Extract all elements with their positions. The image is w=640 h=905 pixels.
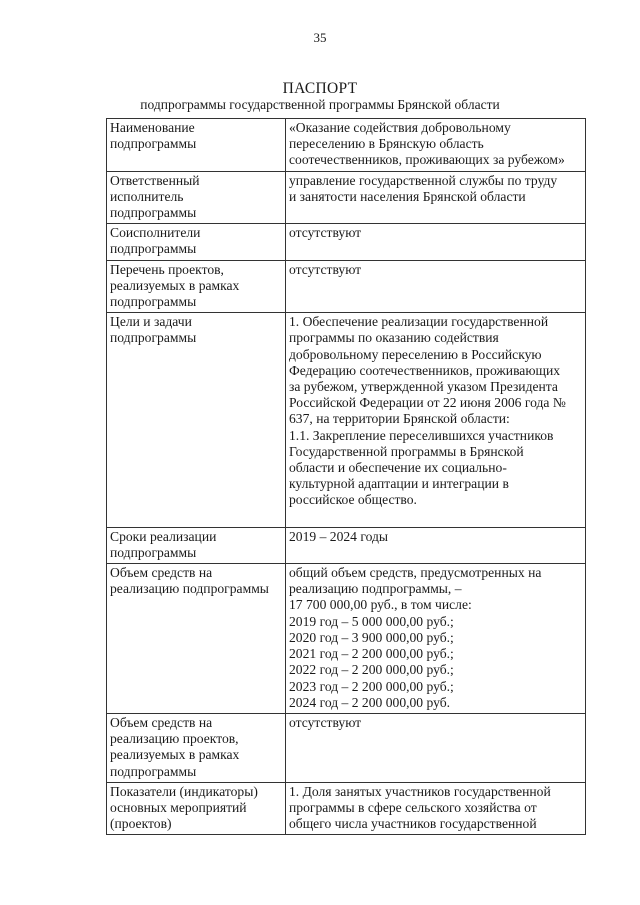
row-value-cell (286, 171, 586, 224)
passport-row (107, 564, 586, 714)
row-value-line: «Оказание содействия добровольному (289, 120, 511, 135)
row-value-line: 2020 год – 3 900 000,00 руб.; (289, 629, 454, 645)
row-label-line: Объем средств на (110, 565, 213, 581)
row-label-line: (проектов) (110, 816, 172, 832)
row-value-line: 1. Доля занятых участников государственной (289, 783, 551, 799)
row-label-line: реализацию подпрограммы (110, 581, 269, 597)
row-value-line: отсутствуют (289, 714, 362, 730)
row-value-line: 2019 – 2024 годы (289, 528, 389, 544)
row-value-line: 2023 год – 2 200 000,00 руб.; (289, 678, 454, 694)
row-value-line: и занятости населения Брянской области (289, 188, 526, 204)
row-label-line: Соисполнители (110, 225, 201, 241)
row-label-line: Сроки реализации (110, 528, 217, 544)
passport-row (107, 171, 586, 224)
row-label-line: реализацию проектов, (110, 731, 239, 747)
row-label-line: Ответственный (110, 172, 200, 188)
passport-table-body (107, 119, 586, 835)
row-value-line: 2022 год – 2 200 000,00 руб.; (289, 662, 454, 678)
row-label-line: подпрограммы (110, 136, 197, 152)
row-value-line: 2021 год – 2 200 000,00 руб.; (289, 646, 454, 662)
passport-row (107, 527, 586, 563)
row-label-line: основных мероприятий (110, 799, 247, 815)
row-value-line: 2024 год – 2 200 000,00 руб. (289, 694, 451, 710)
row-value-line: области и обеспечение их социально- (289, 460, 507, 476)
document-subtitle: подпрограммы государственной программы Брянской области (140, 97, 500, 112)
row-label-cell (107, 260, 286, 313)
row-label-cell (107, 171, 286, 224)
row-value-line: российское общество. (289, 492, 417, 508)
row-value-line: общий объем средств, предусмотренных на (289, 565, 542, 581)
passport-row (107, 313, 586, 527)
row-value-line: общего числа участников государственной (289, 816, 537, 832)
row-value-line: 1.1. Закрепление переселившихся участников (289, 427, 554, 443)
row-value-cell (286, 313, 586, 527)
row-label-line: Перечень проектов, (110, 261, 224, 277)
row-value-cell (286, 224, 586, 260)
row-value-cell (286, 527, 586, 563)
row-label-line: Цели и задачи (110, 314, 192, 330)
row-label-cell (107, 224, 286, 260)
row-label-line: Объем средств на (110, 714, 213, 730)
row-label-cell (107, 313, 286, 527)
row-value-cell (286, 119, 586, 172)
row-label-line: подпрограммы (110, 544, 197, 560)
row-value-line: программы по оказанию содействия (289, 330, 499, 346)
passport-table (106, 118, 586, 835)
row-label-line: подпрограммы (110, 763, 197, 779)
row-value-cell (286, 782, 586, 835)
row-label-line: реализуемых в рамках (110, 747, 240, 763)
row-label-cell (107, 782, 286, 835)
row-label-line: подпрограммы (110, 330, 197, 346)
row-label-cell (107, 527, 286, 563)
row-value-line: управление государственной службы по труду (289, 172, 558, 188)
page-number: 35 (313, 30, 327, 45)
passport-row (107, 782, 586, 835)
row-value-line: Российской Федерации от 22 июня 2006 года № (289, 395, 566, 411)
row-value-line: 17 700 000,00 руб., в том числе: (289, 597, 472, 613)
row-value-line: отсутствуют (289, 261, 362, 277)
row-value-line: Федерацию соотечественников, проживающих (289, 362, 561, 378)
row-label-cell (107, 713, 286, 782)
passport-row (107, 119, 586, 172)
passport-row (107, 260, 586, 313)
row-label-line: подпрограммы (110, 241, 197, 257)
row-value-line: 1. Обеспечение реализации государственной (289, 314, 549, 330)
row-label-line: подпрограммы (110, 205, 197, 221)
row-value-line: переселению в Брянскую область (289, 136, 484, 152)
row-value-line: культурной адаптации и интеграции в (289, 476, 509, 492)
row-value-line: 637, на территории Брянской области: (289, 411, 510, 427)
row-value-cell (286, 713, 586, 782)
row-value-line: отсутствуют (289, 225, 362, 241)
row-label-line: Наименование (110, 120, 195, 135)
row-value-line: программы в сфере сельского хозяйства от (289, 799, 537, 815)
row-label-cell (107, 564, 286, 714)
row-label-line: Показатели (индикаторы) (110, 783, 258, 799)
row-value-cell (286, 260, 586, 313)
row-value-line: добровольному переселению в Российскую (289, 346, 542, 362)
row-label-line: подпрограммы (110, 294, 197, 310)
row-label-cell (107, 119, 286, 172)
row-label-line: реализуемых в рамках (110, 277, 240, 293)
document-title: ПАСПОРТ (282, 80, 358, 97)
row-value-line: соотечественников, проживающих за рубежом» (289, 152, 565, 168)
row-value-cell (286, 564, 586, 714)
passport-row (107, 713, 586, 782)
passport-row (107, 224, 586, 260)
row-value-line: Государственной программы в Брянской (289, 443, 524, 459)
row-value-line: за рубежом, утвержденной указом Президента (289, 379, 558, 395)
row-label-line: исполнитель (110, 188, 184, 204)
row-value-line: 2019 год – 5 000 000,00 руб.; (289, 613, 454, 629)
row-value-line: реализацию подпрограммы, – (289, 581, 462, 597)
